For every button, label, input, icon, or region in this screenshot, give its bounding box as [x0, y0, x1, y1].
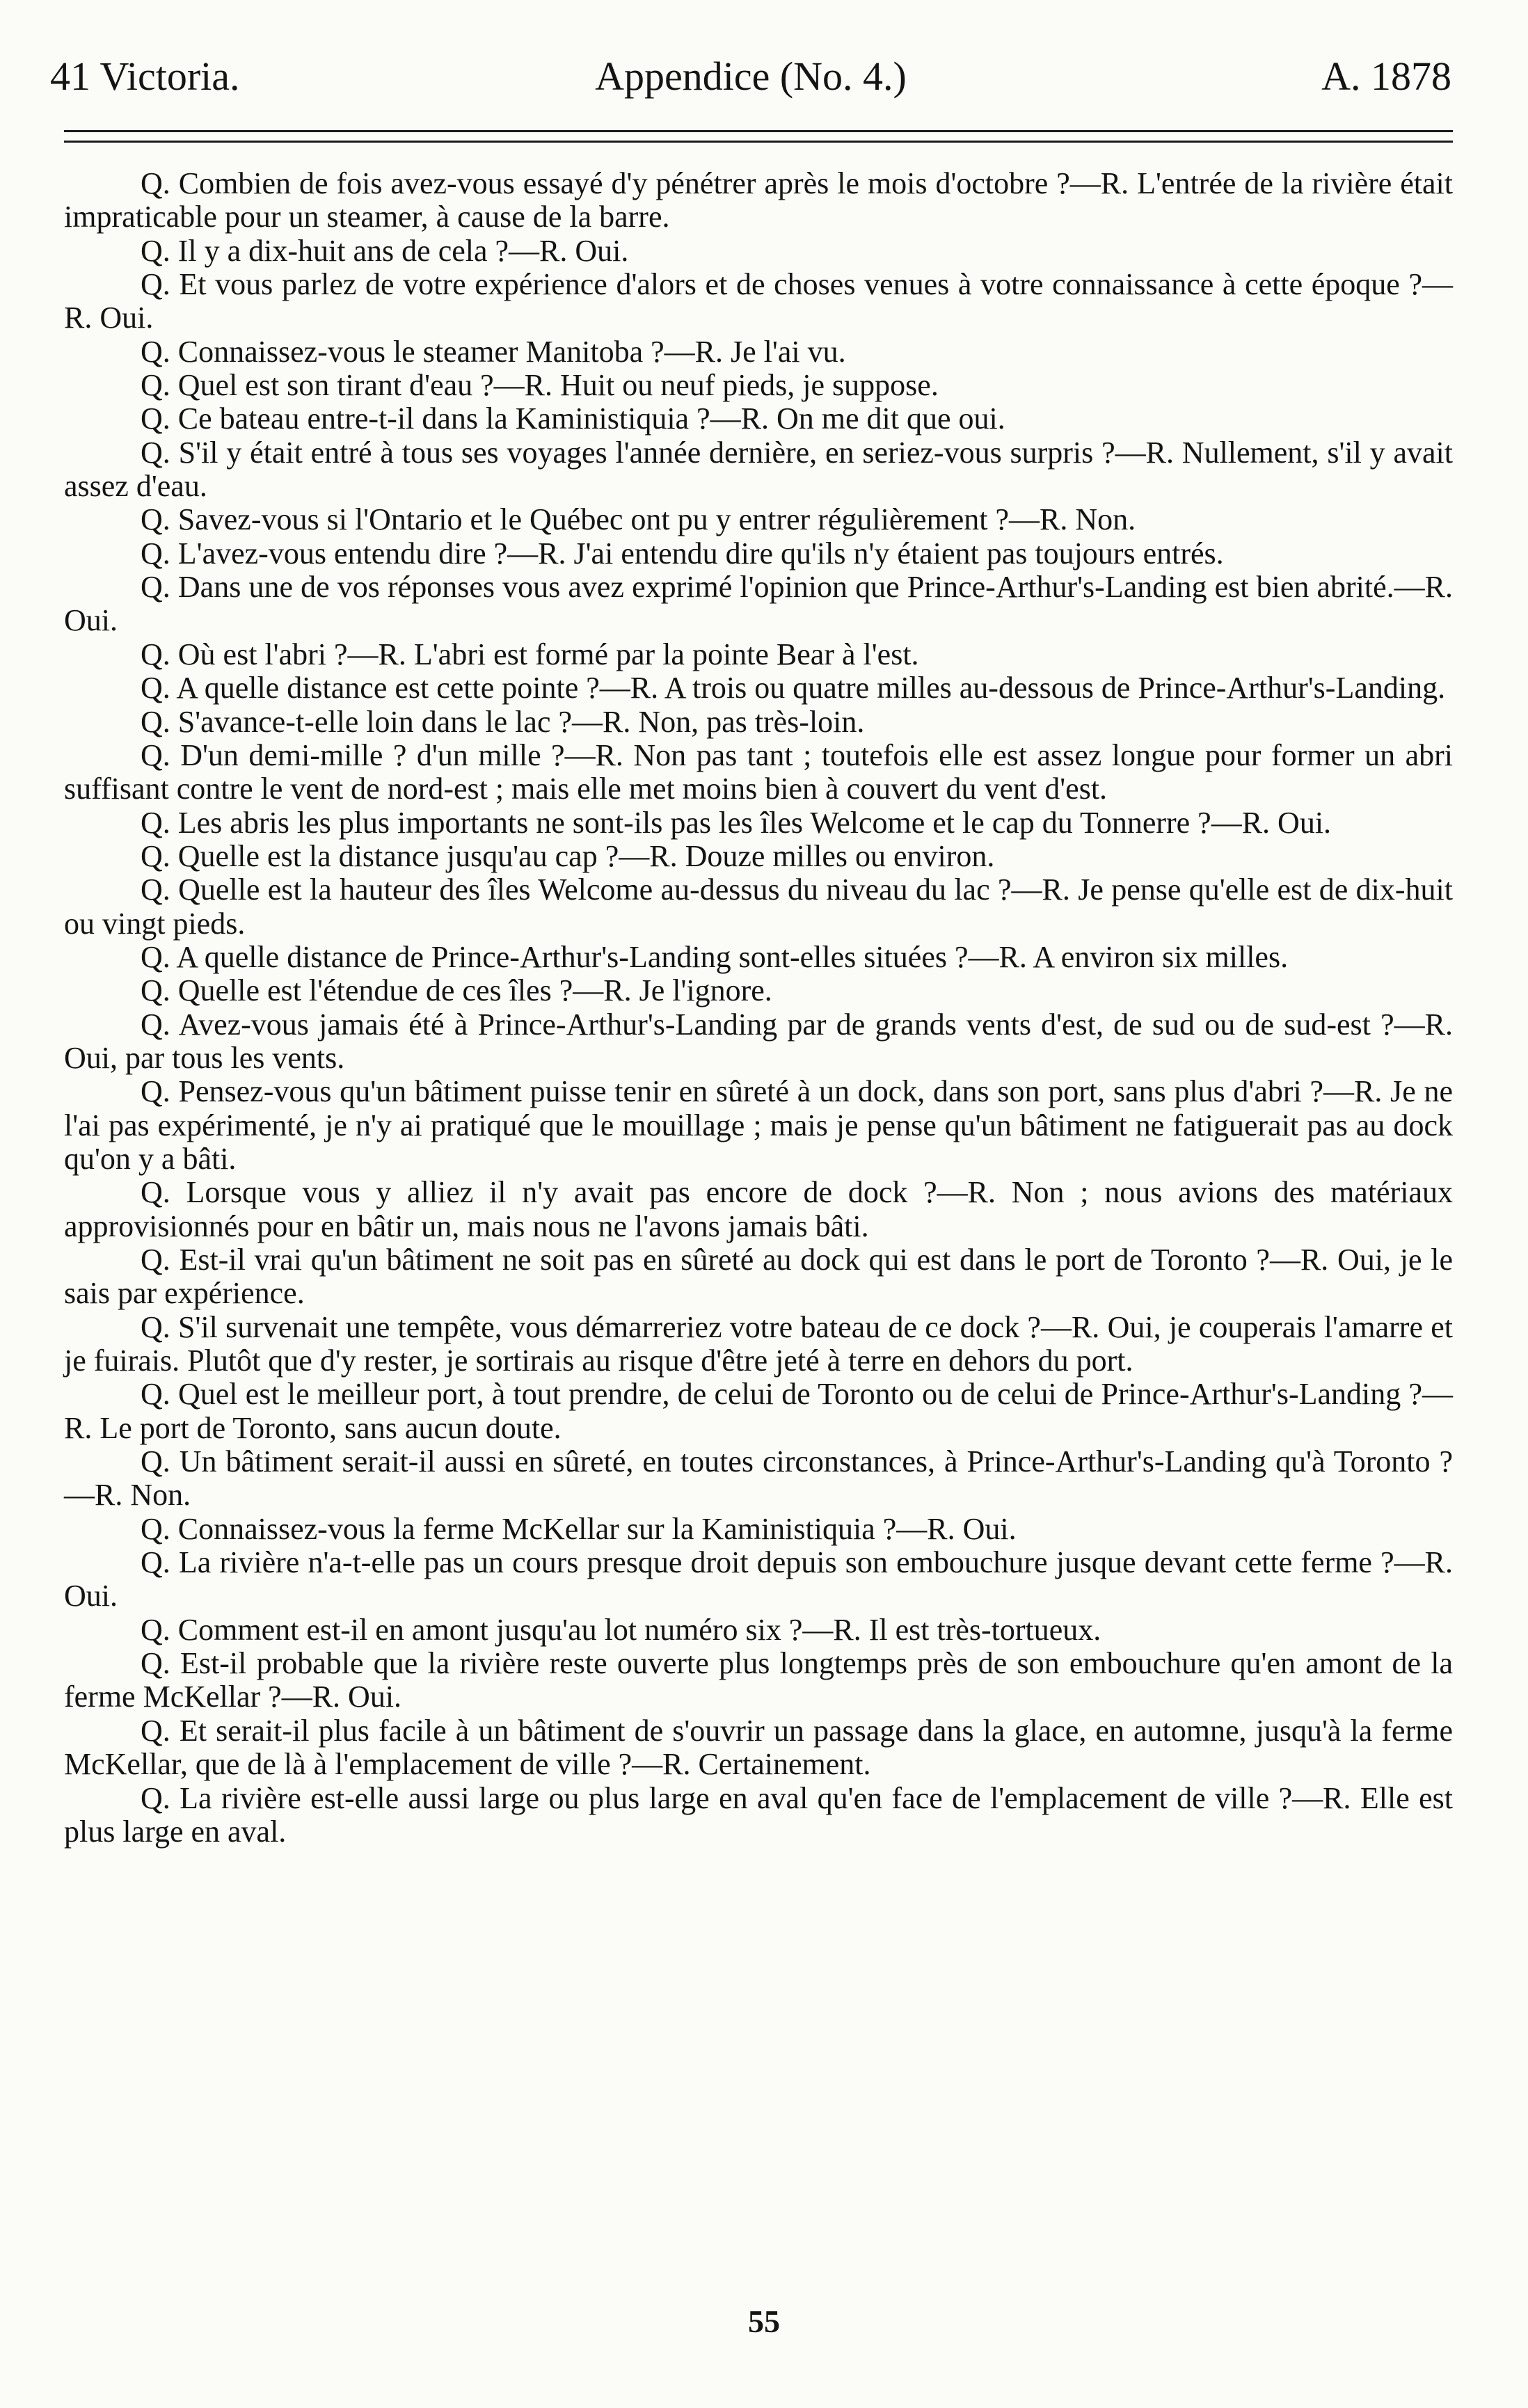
qa-paragraph: Q. Lorsque vous y alliez il n'y avait pas encore de dock ?—R. Non ; nous avions des matériaux approvisionnés pour en bâtir un, mais nous ne l'avons jamais bâti.	[64, 1175, 1453, 1243]
qa-paragraph: Q. La rivière n'a-t-elle pas un cours presque droit depuis son embouchure jusque devant cette ferme ?—R. Oui.	[64, 1545, 1453, 1613]
qa-paragraph: Q. S'il survenait une tempête, vous démarreriez votre bateau de ce dock ?—R. Oui, je couperais l'amarre et je fuirais. Plutôt que d'y rester, je sortirais au risque d'être jeté à terre en dehors du port.	[64, 1309, 1453, 1378]
qa-paragraph: Q. Avez-vous jamais été à Prince-Arthur's-Landing par de grands vents d'est, de sud ou de sud-est ?—R. Oui, par tous les vents.	[64, 1007, 1453, 1075]
qa-paragraph: Q. Quel est son tirant d'eau ?—R. Huit ou neuf pieds, je suppose.	[141, 368, 939, 403]
qa-paragraph: Q. S'il y était entré à tous ses voyages l'année dernière, en seriez-vous surpris ?—R. Nullement, s'il y avait assez d'eau.	[64, 435, 1453, 504]
qa-paragraph: Q. Est-il probable que la rivière reste ouverte plus longtemps près de son embouchure qu'en amont de la ferme McKellar ?—R. Oui.	[64, 1646, 1453, 1714]
qa-paragraph: Q. Connaissez-vous le steamer Manitoba ?—R. Je l'ai vu.	[141, 334, 846, 369]
header-year: A. 1878	[1321, 54, 1451, 99]
testimony-text	[64, 167, 1453, 1849]
page-number: 55	[748, 2304, 780, 2339]
qa-paragraph: Q. Quelle est la hauteur des îles Welcome au-dessus du niveau du lac ?—R. Je pense qu'elle est de dix-huit ou vingt pieds.	[64, 872, 1453, 941]
qa-paragraph: Q. Un bâtiment serait-il aussi en sûreté, en toutes circonstances, à Prince-Arthur's-Landing qu'à Toronto ?—R. Non.	[64, 1444, 1453, 1513]
qa-paragraph: Q. Et vous parlez de votre expérience d'alors et de choses venues à votre connaissance à cette époque ?—R. Oui.	[64, 267, 1453, 335]
qa-paragraph: Q. Pensez-vous qu'un bâtiment puisse tenir en sûreté à un dock, dans son port, sans plus d'abri ?—R. Je ne l'ai pas expérimenté, je n'y ai pratiqué que le mouillage ; mais je pense qu'un bâtiment ne fatiguerait pas au dock qu'on y a bâti.	[64, 1074, 1453, 1176]
header-appendix: Appendice (No. 4.)	[595, 54, 907, 99]
qa-paragraph: Q. Et serait-il plus facile à un bâtiment de s'ouvrir un passage dans la glace, en automne, jusqu'à la ferme McKellar, que de là à l'emplacement de ville ?—R. Certainement.	[64, 1713, 1453, 1782]
qa-paragraph: Q. S'avance-t-elle loin dans le lac ?—R. Non, pas très-loin.	[141, 704, 865, 739]
qa-paragraph: Q. Ce bateau entre-t-il dans la Kaministiquia ?—R. On me dit que oui.	[141, 401, 1005, 436]
qa-paragraph: Q. Connaissez-vous la ferme McKellar sur la Kaministiquia ?—R. Oui.	[141, 1511, 1017, 1546]
qa-paragraph: Q. Où est l'abri ?—R. L'abri est formé par la pointe Bear à l'est.	[141, 637, 919, 671]
qa-paragraph: Q. Quelle est la distance jusqu'au cap ?—R. Douze milles ou environ.	[141, 838, 995, 873]
qa-paragraph: Q. La rivière est-elle aussi large ou plus large en aval qu'en face de l'emplacement de ville ?—R. Elle est plus large en aval.	[64, 1780, 1453, 1849]
header-double-rule	[64, 130, 1453, 143]
qa-paragraph: Q. Est-il vrai qu'un bâtiment ne soit pas en sûreté au dock qui est dans le port de Toronto ?—R. Oui, je le sais par expérience.	[64, 1243, 1453, 1311]
qa-paragraph: Q. Comment est-il en amont jusqu'au lot numéro six ?—R. Il est très-tortueux.	[141, 1612, 1101, 1647]
header-session: 41 Victoria.	[50, 54, 240, 99]
qa-paragraph: Q. L'avez-vous entendu dire ?—R. J'ai entendu dire qu'ils n'y étaient pas toujours entrés.	[141, 536, 1224, 571]
qa-paragraph: Q. Savez-vous si l'Ontario et le Québec ont pu y entrer régulièrement ?—R. Non.	[141, 502, 1136, 537]
qa-paragraph: Q. A quelle distance est cette pointe ?—R. A trois ou quatre milles au-dessous de Prince-Arthur's-Landing.	[141, 671, 1446, 705]
running-header	[50, 49, 1451, 104]
qa-paragraph: Q. Quel est le meilleur port, à tout prendre, de celui de Toronto ou de celui de Prince-Arthur's-Landing ?—R. Le port de Toronto, sans aucun doute.	[64, 1377, 1453, 1445]
qa-paragraph: Q. Quelle est l'étendue de ces îles ?—R. Je l'ignore.	[141, 973, 772, 1008]
qa-paragraph: Q. Combien de fois avez-vous essayé d'y pénétrer après le mois d'octobre ?—R. L'entrée de la rivière était impraticable pour un steamer, à cause de la barre.	[64, 166, 1453, 234]
qa-paragraph: Q. Dans une de vos réponses vous avez exprimé l'opinion que Prince-Arthur's-Landing est bien abrité.—R. Oui.	[64, 570, 1453, 638]
qa-paragraph: Q. Les abris les plus importants ne sont-ils pas les îles Welcome et le cap du Tonnerre ?—R. Oui.	[141, 805, 1332, 840]
qa-paragraph: Q. D'un demi-mille ? d'un mille ?—R. Non pas tant ; toutefois elle est assez longue pour former un abri suffisant contre le vent de nord-est ; mais elle met moins bien à couvert du vent d'est.	[64, 737, 1453, 806]
qa-paragraph: Q. A quelle distance de Prince-Arthur's-Landing sont-elles situées ?—R. A environ six milles.	[141, 939, 1289, 974]
qa-paragraph: Q. Il y a dix-huit ans de cela ?—R. Oui.	[141, 233, 629, 268]
